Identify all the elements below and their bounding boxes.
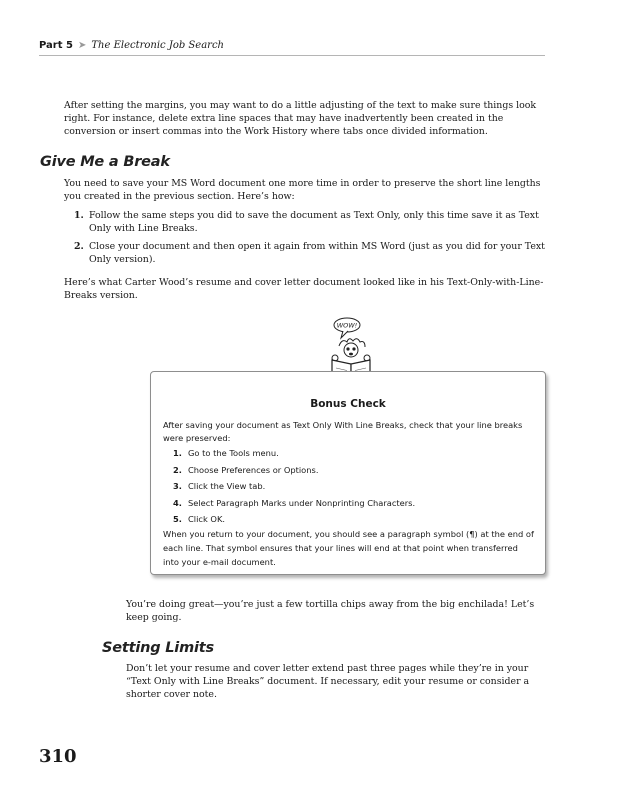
- list-item: [163, 447, 535, 460]
- bonus-check-steps: [163, 447, 535, 530]
- header-rule: [39, 55, 545, 56]
- section-heading-give-me-a-break: Give Me a Break: [40, 154, 170, 170]
- list-item: [163, 513, 535, 526]
- step-number: 2.: [173, 464, 182, 475]
- list-item: [163, 497, 535, 510]
- step-number: 1.: [173, 448, 182, 458]
- step-number: 5.: [173, 514, 182, 525]
- intro-paragraph: After setting the margins, you may want to do a little adjusting of the text to make sure things look right. For instance, delete extra line spaces that may have inadvertently been created in the conversion or insert commas into the Work History where tabs once divided information.: [64, 100, 537, 137]
- break-steps-list: [64, 209, 546, 271]
- part-label: Part 5: [39, 40, 73, 51]
- bonus-check-box: [150, 371, 546, 575]
- step-number: 4.: [173, 497, 182, 508]
- list-item: [163, 480, 535, 493]
- step-text: Click OK.: [188, 514, 226, 525]
- chapter-title: The Electronic Job Search: [91, 40, 224, 51]
- list-item: [64, 209, 546, 235]
- step-text: Close your document and then open it again from within MS Word (just as you did for your Text Only version).: [89, 241, 545, 265]
- section-heading-setting-limits: Setting Limits: [102, 640, 214, 656]
- list-item: [64, 240, 546, 266]
- bonus-check-title: Bonus Check: [310, 398, 386, 410]
- bubble-text: WOW!: [336, 321, 358, 330]
- step-text: Select Paragraph Marks under Nonprinting Characters.: [188, 497, 416, 508]
- step-number: 2.: [74, 241, 84, 252]
- limits-paragraph: Don’t let your resume and cover letter extend past three pages while they’re in your “Text Only with Line Breaks” document. If necessary, edit your resume or consider a shorter cover note.: [126, 663, 530, 700]
- step-number: 3.: [173, 481, 182, 492]
- bonus-check-outro: When you return to your document, you should see a paragraph symbol (¶) at the end of each line. That symbol ensures that your lines will end at that point when transferred into your e-mail document.: [163, 529, 534, 567]
- arrow-icon: ➤: [77, 40, 87, 51]
- carter-wood-paragraph: Here’s what Carter Wood’s resume and cover letter document looked like in his Text-Only-with-Line-Breaks version.: [64, 277, 544, 301]
- running-header: [39, 40, 545, 51]
- break-paragraph: You need to save your MS Word document one more time in order to preserve the short line lengths you created in the previous section. Here’s how:: [64, 178, 541, 202]
- bonus-check-intro: After saving your document as Text Only With Line Breaks, check that your line breaks were preserved:: [163, 420, 523, 443]
- step-number: 1.: [74, 210, 84, 221]
- step-text: Choose Preferences or Options.: [188, 464, 319, 475]
- step-text: Go to the Tools menu.: [188, 448, 279, 458]
- list-item: [163, 464, 535, 477]
- page-number: 310: [39, 746, 77, 767]
- step-text: Click the View tab.: [188, 481, 266, 492]
- encouragement-paragraph: You’re doing great—you’re just a few tortilla chips away from the big enchilada! Let’s keep going.: [126, 599, 535, 623]
- step-text: Follow the same steps you did to save the document as Text Only, only this time save it as Text Only with Line Breaks.: [89, 210, 539, 234]
